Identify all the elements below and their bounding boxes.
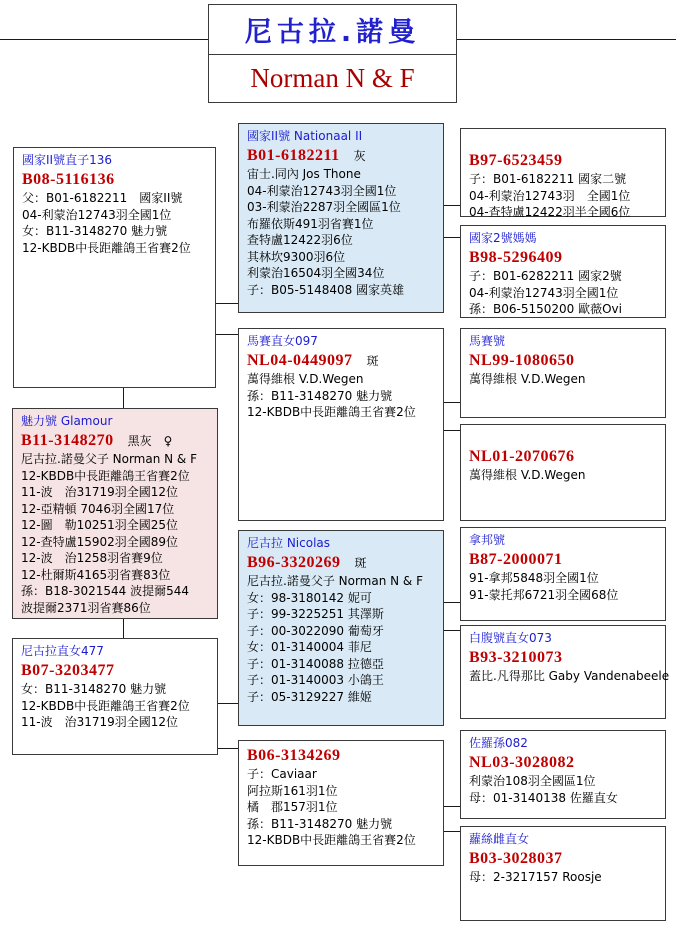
- pedigree-text-line: 子：Caviaar: [247, 767, 317, 781]
- pedigree-text-line: 04-利蒙治12743羽全國1位: [469, 285, 619, 300]
- pedigree-box-granddam-1: [238, 328, 444, 521]
- connector-m3-to-r5: [443, 602, 460, 603]
- connector-m1-to-r2: [443, 237, 460, 238]
- pedigree-text-line: 12-查特盧15902羽全國89位: [21, 534, 179, 549]
- pigeon-name: 國家2號媽媽: [469, 231, 537, 245]
- pedigree-box-grandsire-2: [238, 530, 444, 726]
- ring-number: B97-6523459: [469, 152, 563, 169]
- pedigree-box-great-grandparent-8: [460, 826, 666, 921]
- ring-row: [469, 752, 659, 773]
- achievement-lines: [21, 451, 211, 616]
- ring-row: [469, 446, 659, 467]
- connector-l1-to-m1: [215, 303, 238, 304]
- achievement-lines: [247, 766, 437, 849]
- connector-l1-to-m2: [215, 334, 238, 335]
- achievement-lines: [247, 166, 437, 298]
- pedigree-text-line: 11-波 治31719羽全國12位: [21, 715, 179, 729]
- pedigree-text-line: 子：01-3140003 小鴿王: [247, 673, 384, 687]
- ring-number: NL01-2070676: [469, 448, 575, 465]
- pedigree-text-line: 尼古拉.諾曼父子 Norman N & F: [247, 574, 423, 588]
- ring-row: [21, 430, 211, 451]
- pedigree-text-line: 萬得維根 V.D.Wegen: [247, 372, 364, 386]
- connector-m2-to-r4: [443, 430, 460, 431]
- pedigree-text-line: 女：01-3140004 菲尼: [247, 640, 372, 654]
- ring-number: NL99-1080650: [469, 352, 575, 369]
- ring-number: B96-3320269: [247, 554, 341, 571]
- achievement-lines: [22, 190, 209, 256]
- pedigree-box-sire-of-subject: [13, 147, 216, 388]
- pedigree-text-line: 女：98-3180142 妮可: [247, 590, 372, 605]
- pedigree-text-line: 11-波 治31719羽全國12位: [21, 485, 179, 499]
- pedigree-text-line: 萬得維根 V.D.Wegen: [469, 372, 586, 386]
- pedigree-text-line: 12-KBDB中長距離鴿王省賽2位: [247, 833, 416, 847]
- pedigree-text-line: 04-利蒙治12743羽 全國1位: [469, 188, 631, 203]
- pedigree-text-line: 04-查特盧12422羽半全國6位: [469, 205, 631, 219]
- ring-note: 斑: [354, 556, 367, 570]
- achievement-lines: [247, 573, 437, 705]
- pedigree-box-great-grandparent-5: [460, 527, 666, 621]
- achievement-lines: [469, 171, 659, 221]
- pedigree-text-line: 蓋比.凡得那比 Gaby Vandenabeele: [469, 669, 670, 683]
- ring-row: [469, 350, 659, 371]
- pedigree-text-line: 子：00-3022090 葡萄牙: [247, 623, 384, 638]
- achievement-lines: [469, 268, 659, 318]
- pedigree-text-line: 利蒙治16504羽全國34位: [247, 266, 385, 280]
- pedigree-text-line: 布羅依斯491羽省賽1位: [247, 216, 374, 231]
- pedigree-text-line: 宙士.同內 Jos Thone: [247, 167, 361, 181]
- pedigree-text-line: 阿拉斯161羽1位: [247, 783, 338, 798]
- ring-row: [247, 145, 437, 166]
- ring-number: NL03-3028082: [469, 754, 575, 771]
- ring-number: B87-2000071: [469, 551, 563, 568]
- connector-subject-to-dam: [123, 618, 124, 638]
- pigeon-name: 白腹號直女073: [469, 631, 552, 645]
- pedigree-box-grandsire-1: [238, 123, 444, 313]
- pedigree-box-granddam-2: [238, 740, 444, 866]
- pigeon-name: 拿邦號: [469, 533, 506, 547]
- pigeon-name: [469, 429, 659, 446]
- pigeon-name: 國家II號 Nationaal II: [247, 129, 363, 143]
- loft-name-english: Norman N & F: [208, 55, 457, 103]
- pigeon-name: 馬賽號: [469, 334, 506, 348]
- pedigree-text-line: 12-圖 勒10251羽全國25位: [21, 518, 179, 532]
- achievement-lines: [469, 570, 659, 603]
- pedigree-text-line: 12-KBDB中長距離鴿王省賽2位: [21, 698, 190, 713]
- pedigree-text-line: 橘 郡157羽1位: [247, 800, 338, 814]
- pigeon-name: 蘿絲雌直女: [469, 832, 530, 846]
- achievement-lines: [21, 681, 211, 731]
- pigeon-name: [469, 133, 659, 150]
- pedigree-text-line: 其林坎9300羽6位: [247, 249, 346, 264]
- pedigree-text-line: 91-蒙托邦6721羽全國68位: [469, 587, 619, 602]
- ring-note: 黑灰 ♀: [127, 434, 173, 448]
- pedigree-text-line: 子：B01-6282211 國家2號: [469, 269, 622, 283]
- pigeon-name: 國家II號直子136: [22, 153, 112, 167]
- ring-row: [247, 745, 437, 766]
- pedigree-text-line: 91-拿邦5848羽全國1位: [469, 571, 599, 585]
- connector-sire-to-subject: [123, 387, 124, 408]
- achievement-lines: [469, 773, 659, 806]
- ring-number: B93-3210073: [469, 649, 563, 666]
- ring-note: 灰: [353, 149, 366, 163]
- pedigree-text-line: 利蒙治108羽全國區1位: [469, 774, 596, 788]
- ring-number: B06-3134269: [247, 747, 341, 764]
- pedigree-box-great-grandparent-3: [460, 328, 666, 418]
- connector-m2-to-r3: [443, 402, 460, 403]
- pedigree-text-line: 孫：B18-3021544 波提爾544: [21, 584, 189, 598]
- pedigree-box-great-grandparent-4: [460, 424, 666, 521]
- pedigree-text-line: 母：2-3217157 Roosje: [469, 870, 602, 884]
- pedigree-text-line: 孫：B11-3148270 魅力號: [247, 388, 393, 403]
- ring-number: NL04-0449097: [247, 352, 353, 369]
- achievement-lines: [247, 371, 437, 421]
- ring-number: B01-6182211: [247, 147, 340, 164]
- pedigree-text-line: 父：B01-6182211 國家II號: [22, 191, 183, 205]
- ring-row: [22, 169, 209, 190]
- loft-name-chinese: 尼古拉.諾曼: [208, 4, 457, 55]
- pedigree-text-line: 12-KBDB中長距離鴿王省賽2位: [247, 405, 416, 419]
- pedigree-box-subject-hen: [12, 408, 218, 619]
- pigeon-name: 尼古拉 Nicolas: [247, 536, 331, 550]
- pedigree-text-line: 子：05-3129227 維姬: [247, 689, 372, 704]
- pedigree-box-great-grandparent-6: [460, 625, 670, 719]
- ring-number: B07-3203477: [21, 662, 115, 679]
- pedigree-text-line: 母：01-3140138 佐羅直女: [469, 790, 618, 805]
- pigeon-name: 佐羅孫082: [469, 736, 528, 750]
- connector-l3-to-m3: [217, 703, 238, 704]
- pedigree-text-line: 子：01-3140088 拉德亞: [247, 656, 384, 671]
- connector-l3-to-m4: [217, 748, 238, 749]
- achievement-lines: [469, 371, 659, 388]
- ring-number: B98-5296409: [469, 249, 563, 266]
- pedigree-box-great-grandparent-1: [460, 128, 666, 217]
- pedigree-box-dam-of-subject: [12, 638, 218, 755]
- pedigree-text-line: 12-KBDB中長距離鴿王省賽2位: [22, 240, 191, 255]
- connector-m3-to-r6: [443, 630, 460, 631]
- pedigree-box-great-grandparent-2: [460, 225, 666, 318]
- pedigree-text-line: 女：B11-3148270 魅力號: [22, 224, 168, 238]
- pigeon-name: 尼古拉直女477: [21, 644, 104, 658]
- achievement-lines: [469, 668, 670, 685]
- achievement-lines: [469, 869, 659, 886]
- ring-row: [247, 552, 437, 573]
- pigeon-name: 魅力號 Glamour: [21, 414, 113, 428]
- pedigree-text-line: 04-利蒙治12743羽全國1位: [247, 183, 397, 198]
- pedigree-text-line: 12-KBDB中長距離鴿王省賽2位: [21, 468, 190, 483]
- pedigree-text-line: 04-利蒙治12743羽全國1位: [22, 207, 172, 222]
- pedigree-text-line: 孫：B06-5150200 歐薇Ovi: [469, 302, 622, 316]
- pedigree-text-line: 孫：B11-3148270 魅力號: [247, 816, 393, 831]
- ring-row: [469, 247, 659, 268]
- ring-number: B03-3028037: [469, 850, 563, 867]
- pedigree-text-line: 尼古拉.諾曼父子 Norman N & F: [21, 452, 197, 466]
- ring-row: [469, 647, 659, 668]
- pedigree-text-line: 12-杜爾斯4165羽省賽83位: [21, 567, 171, 582]
- pedigree-text-line: 12-亞精頓 7046羽全國17位: [21, 501, 175, 516]
- connector-m1-to-r1: [443, 205, 460, 206]
- pedigree-text-line: 波提爾2371羽省賽86位: [21, 600, 151, 615]
- ring-note: 斑: [366, 354, 379, 368]
- achievement-lines: [469, 467, 659, 484]
- pedigree-text-line: 萬得維根 V.D.Wegen: [469, 468, 586, 482]
- connector-m4-to-r7: [443, 806, 460, 807]
- pedigree-text-line: 03-利蒙治2287羽全國區1位: [247, 200, 401, 214]
- ring-row: [247, 350, 437, 371]
- pigeon-name: 馬賽直女097: [247, 334, 318, 348]
- loft-title-box: [208, 4, 457, 103]
- pedigree-text-line: 子：B05-5148408 國家英雄: [247, 282, 405, 297]
- ring-number: B11-3148270: [21, 432, 114, 449]
- ring-row: [21, 660, 211, 681]
- pedigree-text-line: 子：99-3225251 其澤斯: [247, 607, 384, 621]
- pedigree-text-line: 女：B11-3148270 魅力號: [21, 682, 167, 696]
- pedigree-text-line: 查特盧12422羽6位: [247, 233, 353, 247]
- ring-row: [469, 848, 659, 869]
- ring-row: [469, 150, 659, 171]
- pedigree-text-line: 12-波 治1258羽省賽9位: [21, 551, 163, 565]
- pedigree-box-great-grandparent-7: [460, 730, 666, 819]
- ring-row: [469, 549, 659, 570]
- connector-m4-to-r8: [443, 831, 460, 832]
- ring-number: B08-5116136: [22, 171, 115, 188]
- pedigree-text-line: 子：B01-6182211 國家二號: [469, 172, 627, 186]
